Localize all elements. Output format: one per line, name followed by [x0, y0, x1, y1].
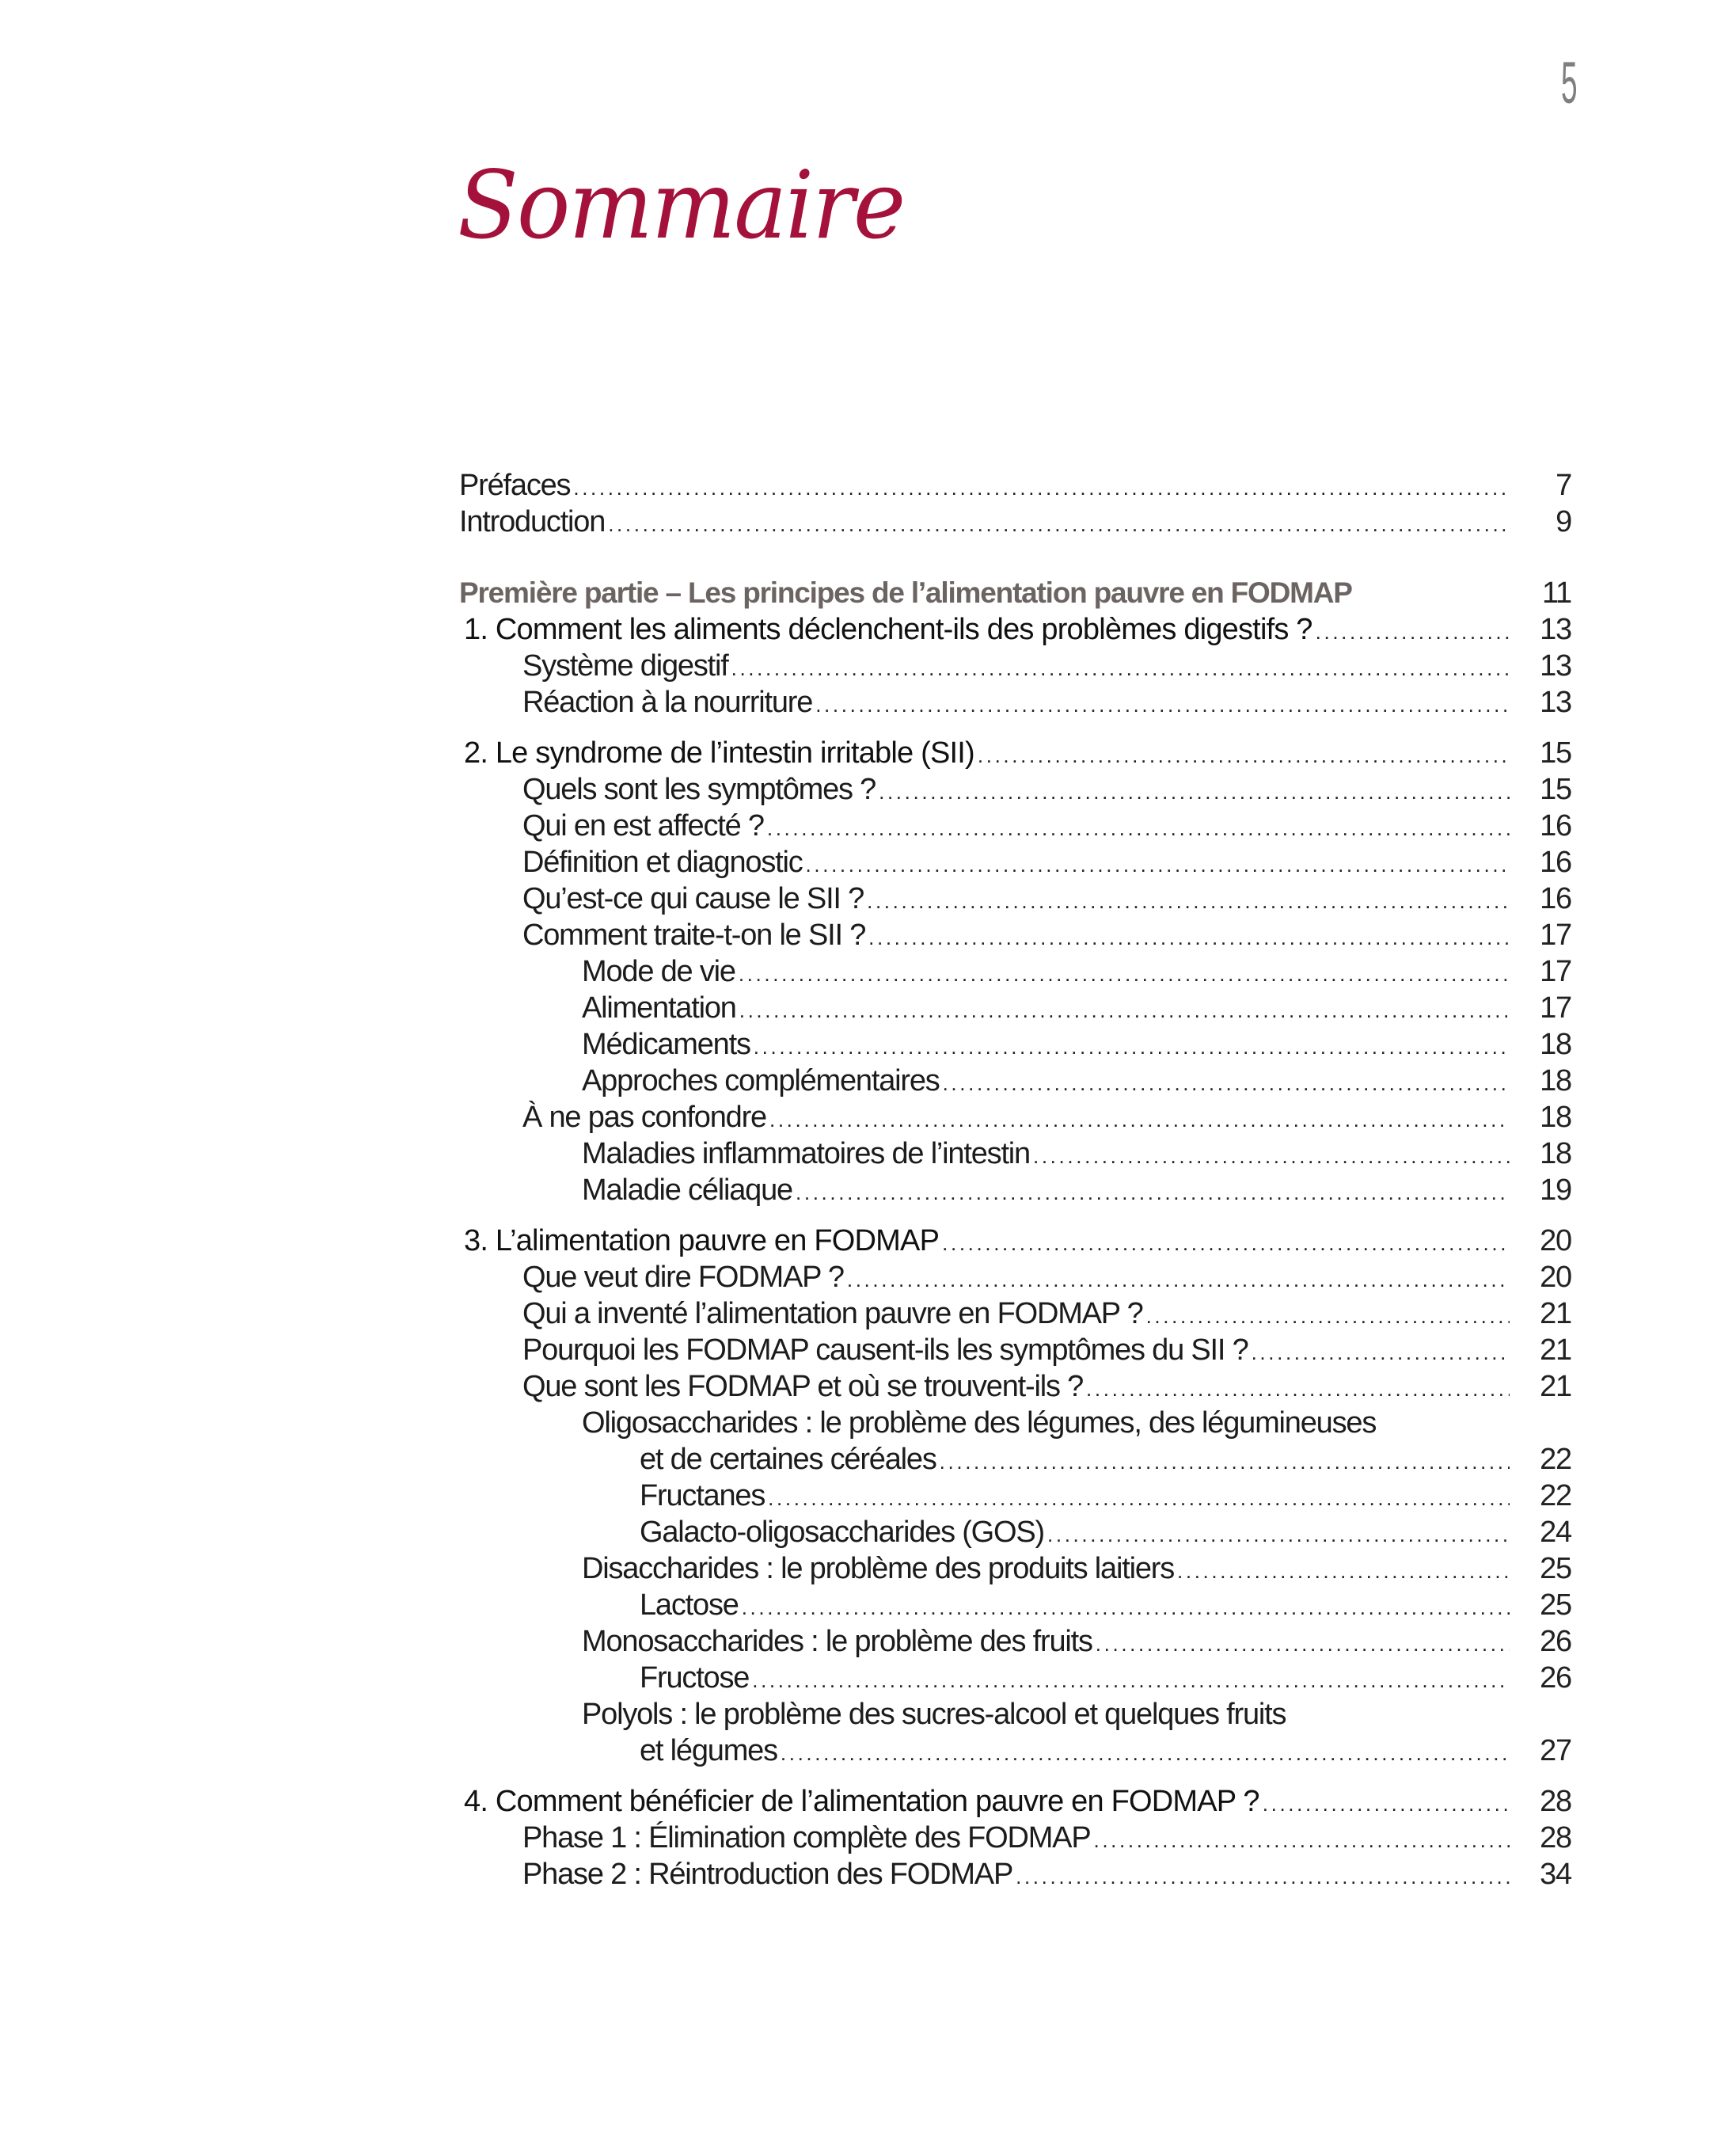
dot-leader: [1047, 1516, 1510, 1553]
toc-entry[interactable]: [459, 990, 1571, 1026]
toc-label: Pourquoi les FODMAP causent-ils les symptômes du SII ?: [522, 1333, 1248, 1367]
toc-page: 21: [1540, 1333, 1571, 1367]
toc-page: 25: [1540, 1552, 1571, 1585]
toc-label: Première partie – Les principes de l’alimentation pauvre en FODMAP: [459, 576, 1352, 609]
dot-leader: [978, 737, 1510, 774]
toc-entry[interactable]: [459, 1856, 1571, 1892]
toc-label: et de certaines céréales: [640, 1443, 936, 1476]
toc-entry[interactable]: [459, 1514, 1571, 1550]
dot-leader: [608, 506, 1510, 542]
toc-label: Fructanes: [640, 1479, 765, 1512]
toc-chapter-4[interactable]: [459, 1783, 1571, 1820]
toc-chapter-3[interactable]: [459, 1223, 1571, 1259]
toc-page: 17: [1540, 919, 1571, 952]
dot-leader: [868, 919, 1510, 956]
toc-chapter-1[interactable]: [459, 611, 1571, 648]
toc-label: Qui en est affecté ?: [522, 809, 764, 843]
dot-leader: [769, 1101, 1510, 1138]
toc-page: 18: [1540, 1101, 1571, 1134]
toc-entry[interactable]: [459, 1063, 1571, 1099]
toc-entry[interactable]: [459, 1135, 1571, 1172]
toc-part-heading[interactable]: [459, 575, 1571, 611]
dot-leader: [742, 1589, 1510, 1626]
toc-page: 13: [1540, 649, 1571, 683]
toc-label: À ne pas confondre: [522, 1101, 766, 1134]
toc-entry[interactable]: [459, 881, 1571, 917]
toc-label: 2. Le syndrome de l’intestin irritable (SII): [464, 736, 974, 770]
toc-label: Médicaments: [582, 1028, 750, 1061]
table-of-contents: [459, 467, 1571, 1892]
toc-label: Comment traite-t-on le SII ?: [522, 919, 866, 952]
toc-entry[interactable]: [459, 648, 1571, 684]
toc-page: 26: [1540, 1661, 1571, 1695]
toc-entry[interactable]: [459, 1099, 1571, 1135]
toc-label: Introduction: [459, 505, 606, 538]
dot-leader: [942, 1225, 1510, 1261]
toc-page: 15: [1540, 736, 1571, 770]
dot-leader: [1093, 1822, 1510, 1858]
toc-chapter-2[interactable]: [459, 735, 1571, 771]
toc-entry[interactable]: [459, 1332, 1571, 1368]
dot-leader: [731, 650, 1510, 687]
toc-entry[interactable]: [459, 1550, 1571, 1587]
dot-leader: [1086, 1371, 1510, 1407]
toc-page: 11: [1541, 576, 1571, 610]
dot-leader: [1146, 1298, 1510, 1334]
toc-label: Approches complémentaires: [582, 1064, 940, 1097]
toc-entry[interactable]: [459, 844, 1571, 881]
toc-label: Qu’est-ce qui cause le SII ?: [522, 882, 864, 915]
dot-leader: [1252, 1334, 1510, 1371]
toc-page: 15: [1540, 773, 1571, 806]
toc-label: Mode de vie: [582, 955, 735, 988]
toc-label: Système digestif: [522, 649, 728, 683]
toc-entry[interactable]: [459, 1368, 1571, 1405]
toc-page: 17: [1540, 991, 1571, 1025]
dot-leader: [767, 810, 1510, 846]
dot-leader: [768, 1480, 1510, 1516]
toc-entry[interactable]: [459, 1478, 1571, 1514]
dot-leader: [739, 992, 1510, 1029]
toc-page: 22: [1540, 1479, 1571, 1512]
toc-page: 21: [1540, 1370, 1571, 1403]
toc-page: 20: [1540, 1224, 1571, 1257]
toc-page: 28: [1540, 1821, 1571, 1854]
toc-label: Phase 1 : Élimination complète des FODMAP: [522, 1821, 1091, 1854]
toc-page: 18: [1540, 1064, 1571, 1097]
toc-label: Quels sont les symptômes ?: [522, 773, 876, 806]
page-title: Sommaire: [458, 150, 905, 260]
toc-entry[interactable]: [459, 1696, 1571, 1733]
dot-leader: [752, 1662, 1510, 1698]
toc-page: 28: [1540, 1785, 1571, 1818]
toc-page: 16: [1540, 882, 1571, 915]
toc-page: 21: [1540, 1297, 1571, 1330]
toc-page: 7: [1556, 469, 1571, 502]
dot-leader: [867, 883, 1510, 919]
toc-entry[interactable]: [459, 1405, 1571, 1441]
toc-page: 9: [1556, 505, 1571, 538]
toc-label: Réaction à la nourriture: [522, 686, 813, 719]
toc-entry[interactable]: [459, 1733, 1571, 1769]
toc-entry-introduction[interactable]: [459, 504, 1571, 540]
toc-label: Fructose: [640, 1661, 750, 1695]
toc-entry-prefaces[interactable]: [459, 467, 1571, 504]
toc-label: Maladies inflammatoires de l’intestin: [582, 1137, 1030, 1170]
toc-label: Phase 2 : Réintroduction des FODMAP: [522, 1858, 1013, 1891]
toc-entry[interactable]: [459, 1660, 1571, 1696]
toc-page: 16: [1540, 846, 1571, 879]
toc-label: Que sont les FODMAP et où se trouvent-ils ?: [522, 1370, 1084, 1403]
toc-label: Préfaces: [459, 469, 571, 502]
toc-entry[interactable]: [459, 1441, 1571, 1478]
dot-leader: [940, 1444, 1510, 1480]
dot-leader: [754, 1029, 1510, 1065]
toc-entry[interactable]: [459, 684, 1571, 721]
dot-leader: [815, 687, 1510, 723]
dot-leader: [1316, 614, 1510, 650]
page-number: 5: [1561, 50, 1578, 116]
toc-entry[interactable]: [459, 1295, 1571, 1332]
toc-label: et légumes: [640, 1734, 777, 1767]
toc-entry[interactable]: [459, 917, 1571, 953]
toc-label: Polyols : le problème des sucres-alcool et quelques fruits: [582, 1698, 1286, 1731]
toc-label: Maladie céliaque: [582, 1174, 792, 1207]
toc-page: 16: [1540, 809, 1571, 843]
toc-entry[interactable]: [459, 1623, 1571, 1660]
toc-page: 26: [1540, 1625, 1571, 1658]
toc-page: 24: [1540, 1516, 1571, 1549]
toc-entry[interactable]: [459, 1026, 1571, 1063]
toc-page: 13: [1540, 686, 1571, 719]
dot-leader: [1263, 1786, 1510, 1822]
toc-page: 18: [1540, 1137, 1571, 1170]
dot-leader: [573, 470, 1510, 506]
toc-page: 17: [1540, 955, 1571, 988]
toc-label: Définition et diagnostic: [522, 846, 803, 879]
toc-entry[interactable]: [459, 1172, 1571, 1208]
toc-page: 25: [1540, 1588, 1571, 1622]
dot-leader: [1177, 1553, 1510, 1589]
toc-label: Que veut dire FODMAP ?: [522, 1261, 844, 1294]
toc-label: Alimentation: [582, 991, 736, 1025]
dot-leader: [943, 1065, 1510, 1101]
dot-leader: [739, 956, 1510, 992]
dot-leader: [1096, 1626, 1510, 1662]
toc-label: Disaccharides : le problème des produits laitiers: [582, 1552, 1175, 1585]
toc-page: 20: [1540, 1261, 1571, 1294]
dot-leader: [781, 1735, 1510, 1771]
toc-entry[interactable]: [459, 1820, 1571, 1856]
toc-entry[interactable]: [459, 771, 1571, 808]
toc-page: 34: [1540, 1858, 1571, 1891]
toc-page: 27: [1540, 1734, 1571, 1767]
toc-label: Qui a inventé l’alimentation pauvre en FODMAP ?: [522, 1297, 1143, 1330]
toc-label: Lactose: [640, 1588, 739, 1622]
dot-leader: [796, 1174, 1510, 1211]
toc-label: 1. Comment les aliments déclenchent-ils des problèmes digestifs ?: [464, 613, 1312, 646]
dot-leader: [1033, 1138, 1510, 1174]
toc-label: Monosaccharides : le problème des fruits: [582, 1625, 1092, 1658]
toc-label: 4. Comment bénéficier de l’alimentation pauvre en FODMAP ?: [464, 1785, 1259, 1818]
toc-label: 3. L’alimentation pauvre en FODMAP: [464, 1224, 940, 1257]
toc-entry[interactable]: [459, 808, 1571, 844]
toc-page: 18: [1540, 1028, 1571, 1061]
dot-leader: [847, 1261, 1510, 1298]
toc-entry[interactable]: [459, 1587, 1571, 1623]
toc-label: Oligosaccharides : le problème des légumes, des légumineuses: [582, 1406, 1377, 1440]
toc-label: Galacto-oligosaccharides (GOS): [640, 1516, 1044, 1549]
toc-page: 22: [1540, 1443, 1571, 1476]
dot-leader: [1016, 1858, 1510, 1895]
toc-entry[interactable]: [459, 1259, 1571, 1295]
toc-page: 13: [1540, 613, 1571, 646]
dot-leader: [806, 846, 1510, 883]
toc-page: 19: [1540, 1174, 1571, 1207]
dot-leader: [879, 774, 1510, 810]
toc-entry[interactable]: [459, 953, 1571, 990]
